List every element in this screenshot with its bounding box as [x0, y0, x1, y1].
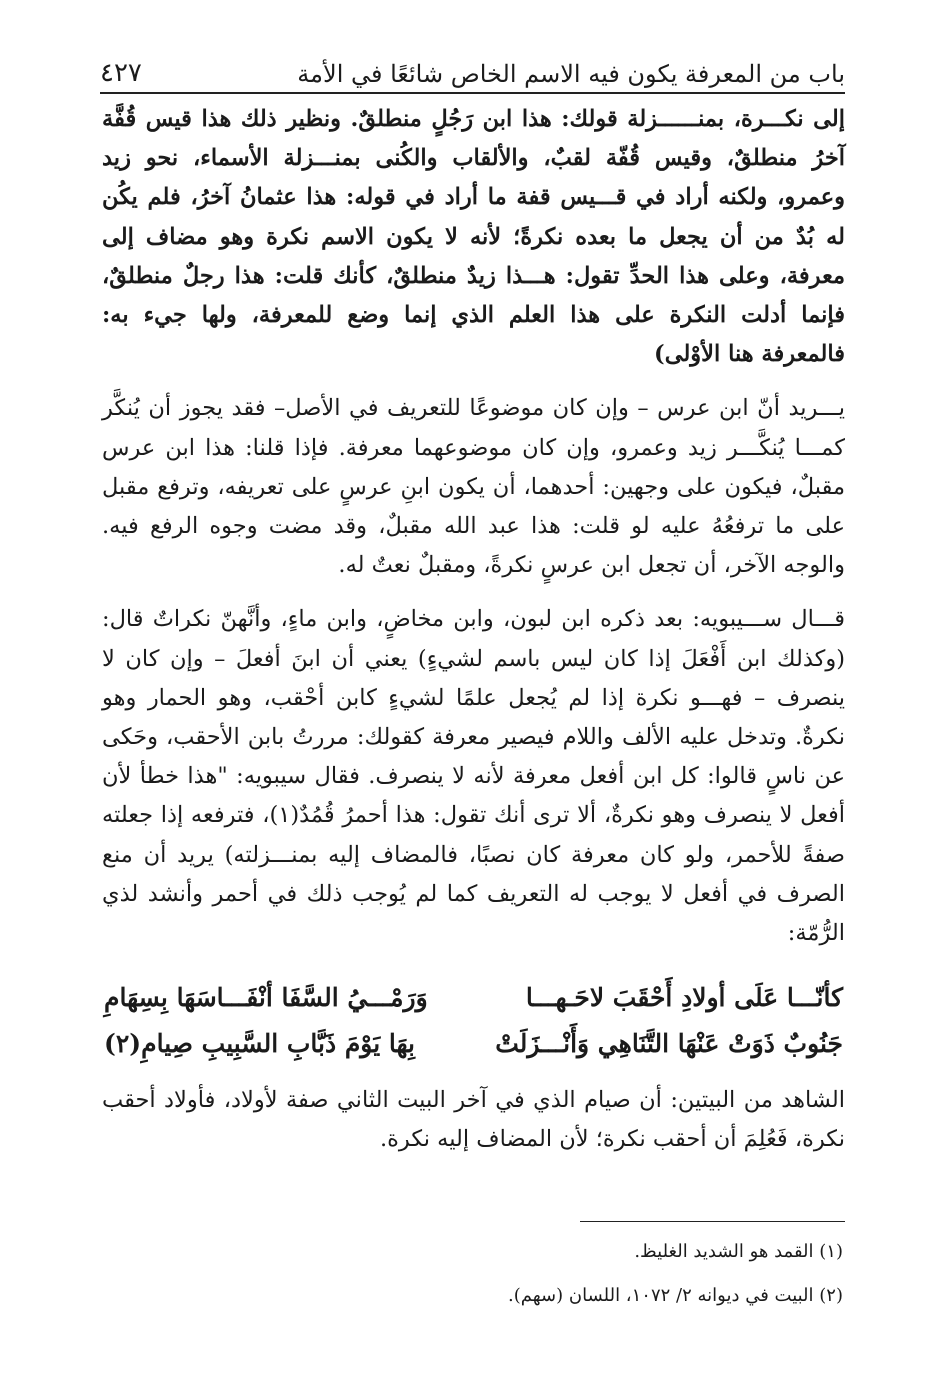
footnote-1: (١) القمد هو الشديد الغليظ. — [634, 1241, 843, 1262]
paragraph-sibawayh: قـــال ســـيبويه: بعد ذكره ابن لبون، وابن مخاضٍ، وابن ماءٍ، وأنَّهنّ نكراتٌ قال: (وكذلك ابن أَفْعَلَ إذا كان ليس باسم لشيءٍ) يعني أن ابنَ أفعلَ – وإن كان لا ينصرف – فهـــو نكرة إذا لم يُجعل علمًا لشيءٍ كابن أحْقب، وهو الحمار وهو نكرةٌ. وتدخل عليه الألف واللام فيصير معرفة كقولك: مررتُ بابن الأحقب، وحَكى عن ناسٍ قالوا: كل ابن أفعل معرفة لأنه لا ينصرف. فقال سيبويه: "هذا خطأ لأن أفعل لا ينصرف وهو نكرةٌ، ألا ترى أنك تقول: هذا أحمرُ قُمُدٌ(١)، فترفعه إذا جعلته صفةً للأحمر، ولو كان معرفة كان نصبًا، فالمضاف إليه بمنـــزلته) يريد أن منع الصرف في أفعل لا يوجب له التعريف كما لم يُوجب ذلك في أحمر وأنشد لذي الرُّمّة: — [102, 606, 845, 947]
paragraph-quote: إلى نكـــرة، بمنــــــزلة قولك: هذا ابن رَجُلٍ منطلقٌ. ونظير ذلك هذا قيس قُفَّة آخرُ منطلقٌ، وقيس قُفّة لقبٌ، والألقاب والكُنى بمنـــزلة الأسماء، نحو زيد وعمرو، ولكنه أراد في قـــيس قفة ما أراد في قوله: هذا عثمانُ آخرُ، فلم يكُن له بُدٌ من أن يجعل ما بعده نكرةً؛ لأنه لا يكون الاسم نكرة وهو مضاف إلى معرفة، وعلى هذا الحدِّ تقول: هـــذا زيدٌ منطلقٌ، كأنك قلت: هذا رجلٌ منطلقٌ، فإنما أدلت النكرة على هذا العلم الذي إنما وضع للمعرفة، ولها جيء به: فالمعرفة هنا الأوْلى) — [102, 106, 845, 368]
footnotes — [100, 1238, 843, 1326]
poem-verses — [102, 975, 845, 1067]
main-text — [102, 100, 845, 1160]
verse-second-hemistich: وَرَمْـــيُ السَّفَا أنْفَـــاسَهَا بِسِهَامِ — [104, 983, 428, 1013]
verse-line — [102, 1021, 845, 1067]
paragraph-conclusion: الشاهد من البيتين: أن صيام الذي في آخر البيت الثاني صفة لأولاد، فأولاد أحقب نكرة، فَعُلِمَ أن أحقب نكرة؛ لأن المضاف إليه نكرة. — [102, 1087, 845, 1153]
footnote-divider — [580, 1221, 845, 1222]
running-title: باب من المعرفة يكون فيه الاسم الخاص شائعًا في الأمة — [297, 60, 845, 88]
verse-second-hemistich: بِهَا يَوْمَ ذَبَّابِ السَّبِيبِ صِيامِ(٢) — [104, 1029, 415, 1059]
verse-first-hemistich: كأنّـــا عَلَى أولادِ أَحْقَبَ لاحَـهـــا — [525, 983, 843, 1013]
verse-line — [102, 975, 845, 1021]
header-divider — [100, 92, 845, 94]
page-header — [100, 46, 845, 88]
verse-first-hemistich: جَنُوبٌ ذَوَتْ عَنْهَا التَّنَاهِي وَأَنْـــزَلَتْ — [495, 1029, 843, 1059]
footnote-2: (٢) البيت في ديوانه ٢/ ١٠٧٢، اللسان (سهم). — [508, 1285, 843, 1306]
paragraph-commentary: يـــريد أنّ ابن عرس – وإن كان موضوعًا للتعريف في الأصل– فقد يجوز أن يُنكَّر كمـــا يُنكَّـــر زيد وعمرو، وإن كان موضوعهما معرفة. فإذا قلنا: هذا ابن عرس مقبلٌ، فيكون على وجهين: أحدهما، أن يكون ابنِ عرسٍ على تعريفه، وترفع مقبل على ما ترفعُهُ عليه لو قلت: هذا عبد الله مقبلٌ، وقد مضت وجوه الرفع فيه. والوجه الآخر، أن تجعل ابن عرسٍ نكرةً، ومقبلٌ نعتٌ له. — [102, 395, 845, 579]
page-number: ٤٢٧ — [100, 58, 142, 88]
